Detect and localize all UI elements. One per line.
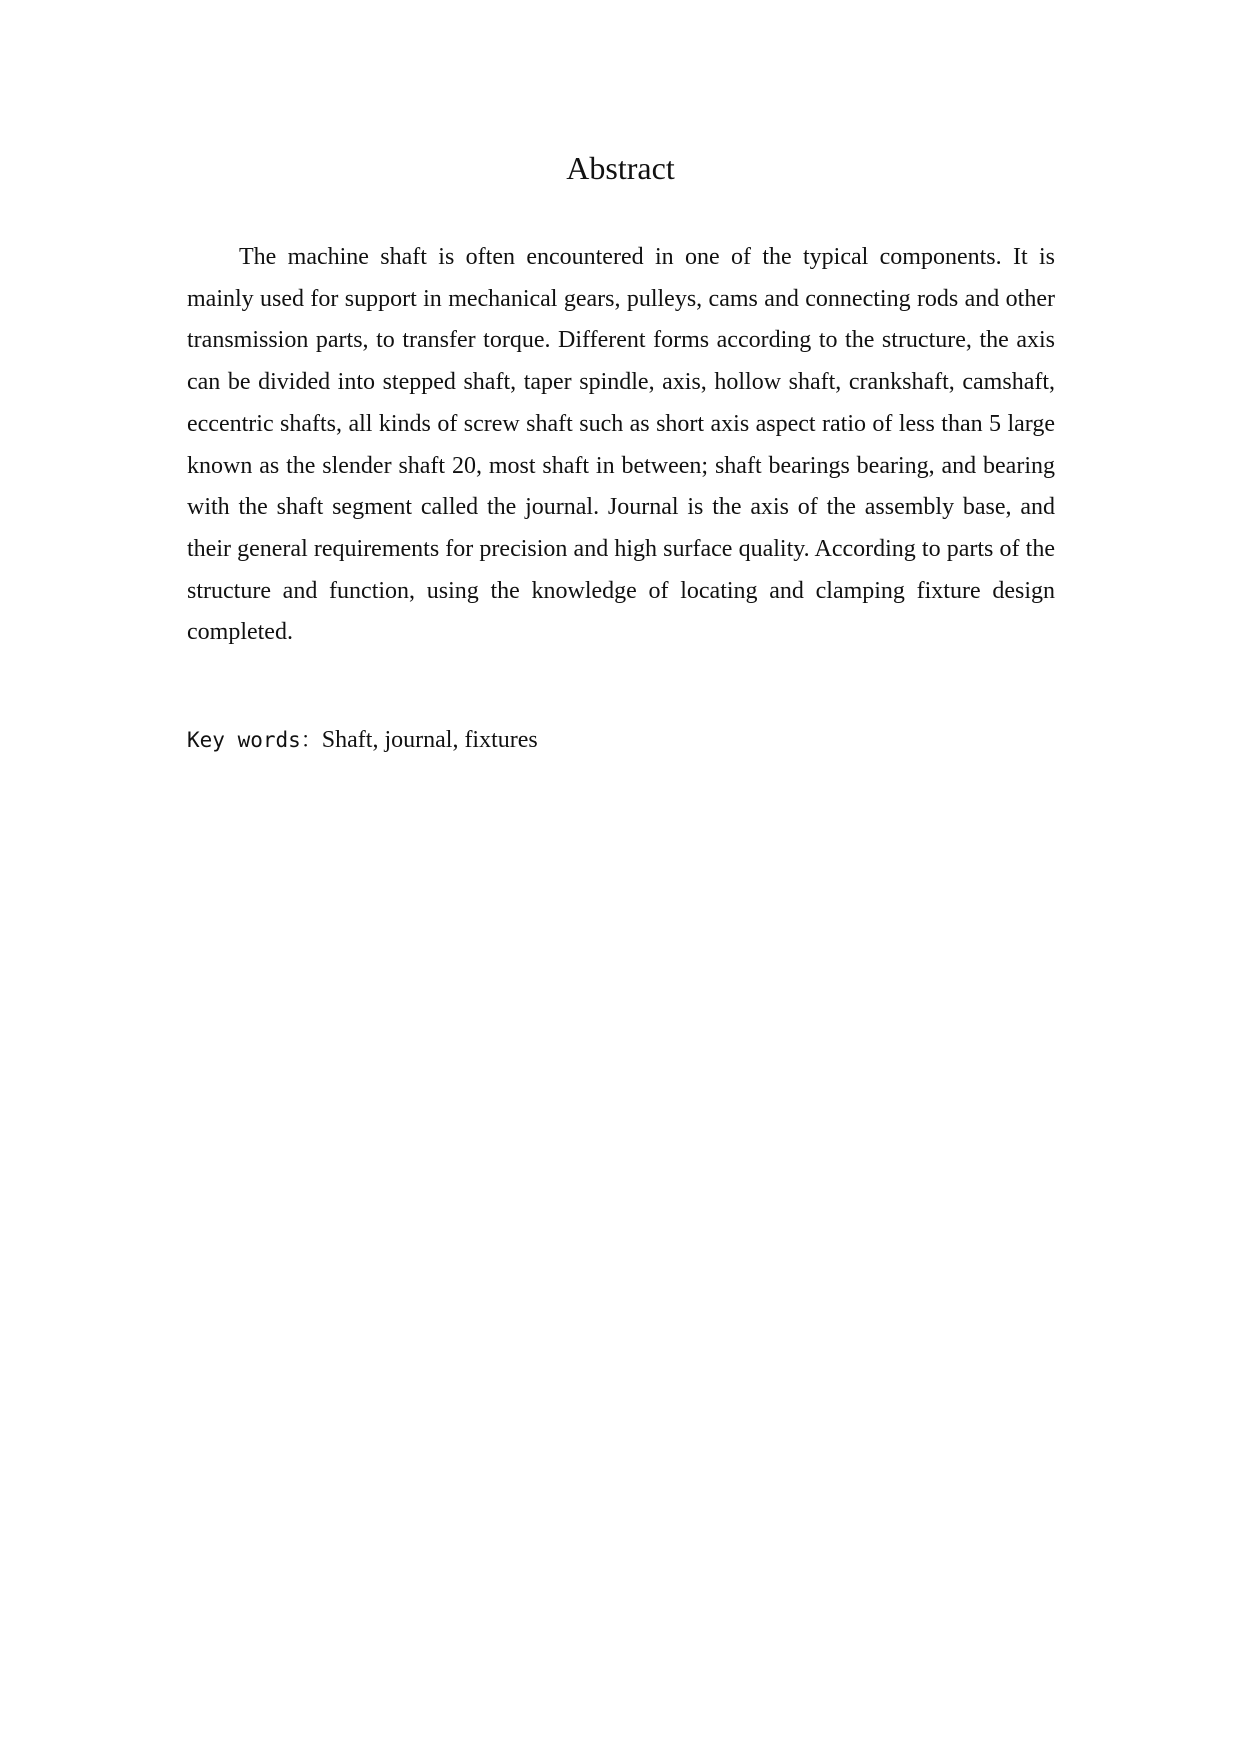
keywords-value: Shaft, journal, fixtures <box>321 727 538 753</box>
abstract-paragraph: The machine shaft is often encountered in one of the typical components. It is mainly used for support in mechanical gears, pulleys, cams and connecting rods and other transmission parts, to transfer torque. Different forms according to the structure, the axis can be divided into stepped shaft, taper spindle, axis, hollow shaft, crankshaft, camshaft, eccentric shafts, all kinds of screw shaft such as short axis aspect ratio of less than 5 large known as the slender shaft 20, most shaft in between; shaft bearings bearing, and bearing with the shaft segment called the journal. Journal is the axis of the assembly base, and their general requirements for precision and high surface quality. According to parts of the structure and function, using the knowledge of locating and clamping fixture design completed. <box>187 244 1055 646</box>
keywords-line <box>187 720 1055 760</box>
keywords-label: Key words： <box>187 728 322 752</box>
page-title: Abstract <box>566 150 675 186</box>
